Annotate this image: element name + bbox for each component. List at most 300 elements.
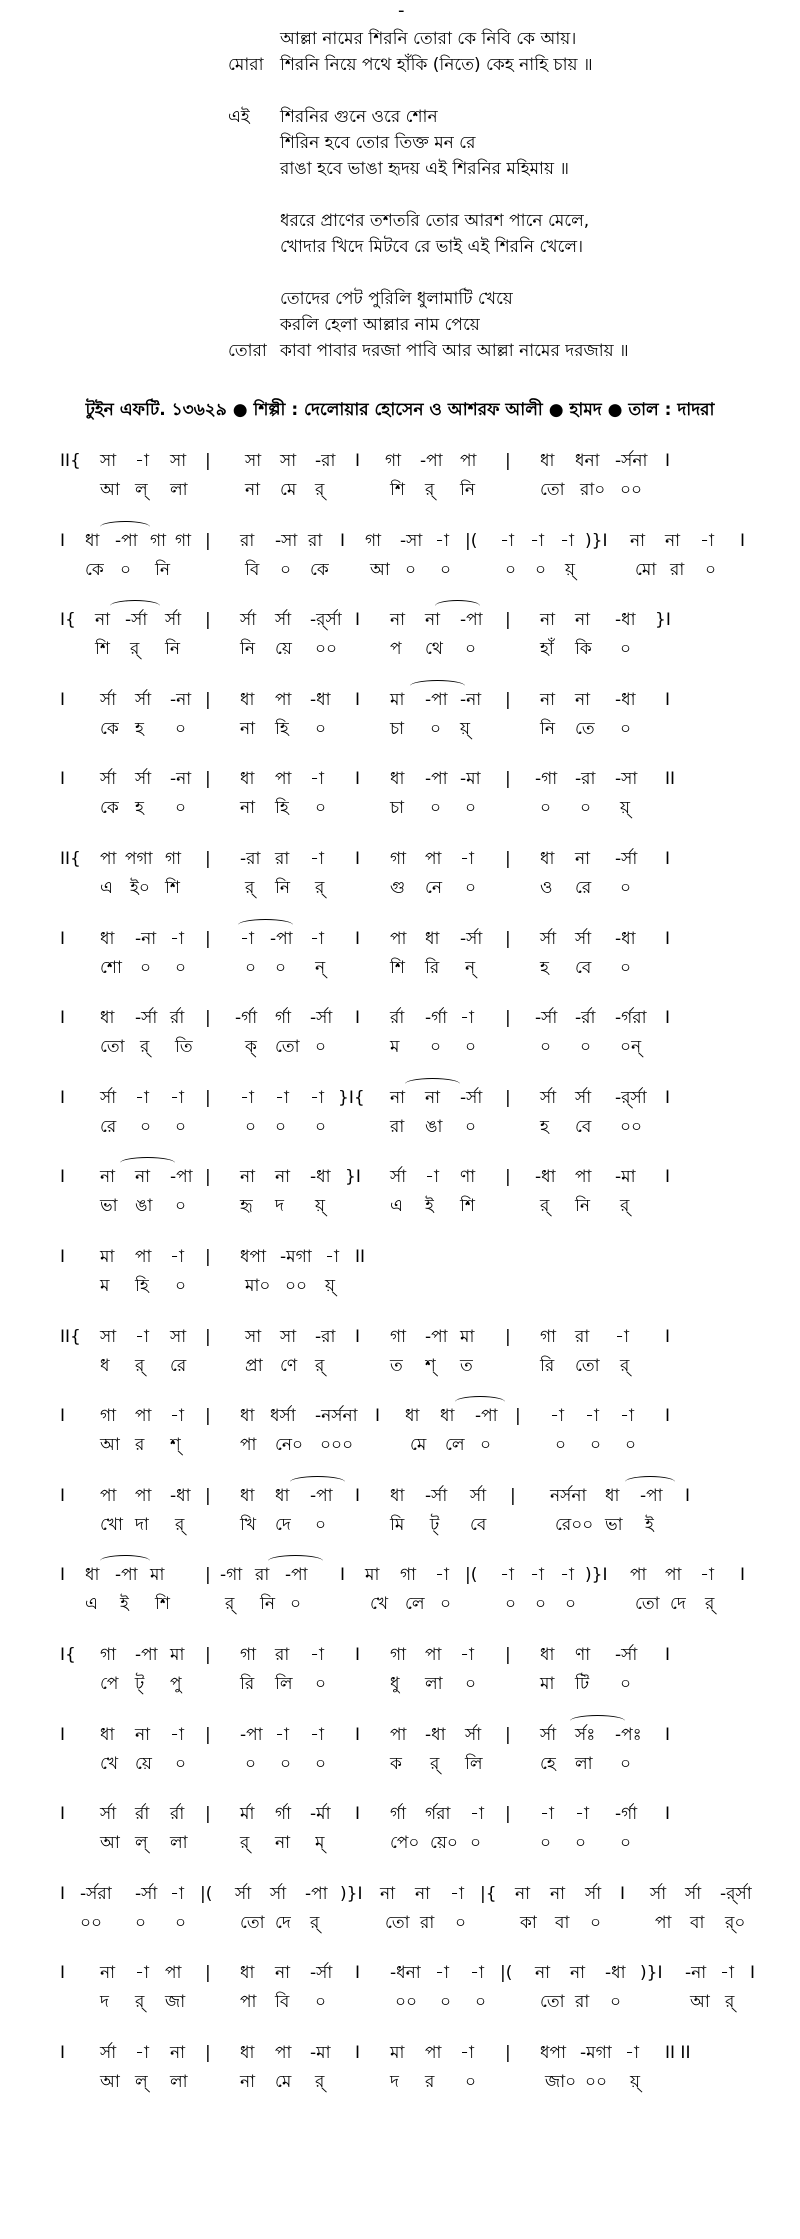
swara-cell: গা xyxy=(100,1406,117,1426)
syllable-cell: রা xyxy=(575,1992,590,2012)
syllable-cell: দ xyxy=(275,1196,284,1216)
swara-cell: সা xyxy=(245,451,262,471)
swara-cell: না xyxy=(570,1963,586,1983)
swara-cell: II xyxy=(665,769,676,789)
syllable-cell: মে xyxy=(280,480,297,500)
swara-cell: )}I xyxy=(585,1565,608,1585)
syllable-cell: ০ xyxy=(120,560,132,580)
swara-cell: | xyxy=(505,769,511,789)
syllable-cell: ০ xyxy=(175,1117,187,1137)
syllable-cell: ০০ xyxy=(315,639,338,659)
syllable-cell: র্ xyxy=(540,1196,550,1216)
syllable-cell: আ xyxy=(690,1992,710,2012)
syllable-line xyxy=(60,2068,750,2096)
swara-cell: পা xyxy=(425,849,442,869)
syllable-cell: আ xyxy=(100,480,120,500)
swara-cell: | xyxy=(205,1406,211,1426)
swara-cell: ধা xyxy=(425,929,440,949)
swara-cell: র্সা xyxy=(100,2043,117,2063)
swara-cell: না xyxy=(275,1167,291,1187)
swara-cell: না xyxy=(415,1884,431,1904)
syllable-cell: ০ xyxy=(505,1594,517,1614)
syllable-cell: আ xyxy=(100,1435,120,1455)
swara-line xyxy=(60,1800,750,1828)
swara-cell: র্সঃ xyxy=(575,1725,596,1745)
swara-line xyxy=(60,1482,750,1510)
syllable-cell: পে xyxy=(100,1674,119,1694)
swara-cell: -রা xyxy=(575,769,596,789)
syllable-cell: য়্ xyxy=(460,719,471,739)
swara-cell: -র্সা xyxy=(310,1008,333,1028)
syllable-cell: টি xyxy=(575,1674,590,1694)
swara-cell: -পা xyxy=(115,1565,138,1585)
syllable-cell: ০ xyxy=(175,1196,187,1216)
swara-cell: |( xyxy=(500,1963,513,1983)
syllable-cell: তো xyxy=(240,1913,265,1933)
swara-cell: -পা xyxy=(420,451,443,471)
swara-cell: -া xyxy=(460,1645,474,1665)
swara-cell: | xyxy=(505,610,511,630)
syllable-cell: হি xyxy=(275,719,289,739)
lyric-text: শিরনি নিয়ে পথে হাঁকি (নিতে) কেহ নাহি চায় ॥ xyxy=(280,55,593,75)
syllable-cell: য়্ xyxy=(620,798,631,818)
syllable-cell: তো xyxy=(275,1037,300,1057)
syllable-cell: শ্ xyxy=(425,1356,436,1376)
syllable-cell: মি xyxy=(390,1515,405,1535)
syllable-cell: ০ xyxy=(590,1435,602,1455)
syllable-cell: ও xyxy=(540,878,553,898)
syllable-line xyxy=(60,1033,750,1061)
swara-cell: গা xyxy=(240,1645,257,1665)
syllable-cell: মা xyxy=(540,1674,555,1694)
syllable-cell: ০০ xyxy=(585,2072,608,2092)
syllable-cell: বি xyxy=(245,560,260,580)
swara-cell: | xyxy=(515,1406,521,1426)
syllable-cell: মা০ xyxy=(245,1276,271,1296)
swara-cell: II{ xyxy=(60,1327,81,1347)
syllable-cell: ০ xyxy=(580,798,592,818)
syllable-cell: হৃ xyxy=(240,1196,253,1216)
syllable-cell: র্ xyxy=(705,1594,715,1614)
syllable-cell: কা xyxy=(520,1913,537,1933)
syllable-cell: জা xyxy=(165,1992,186,2012)
swara-cell: | xyxy=(505,1008,511,1028)
slur-mark xyxy=(120,1157,175,1169)
swara-line xyxy=(60,1641,750,1669)
swara-cell: -ধা xyxy=(425,1725,446,1745)
lyric-text: কাবা পাবার দরজা পাবি আর আল্লা নামের দরজায় ॥ xyxy=(280,341,629,361)
swara-cell: -পা xyxy=(115,531,138,551)
swara-cell: I xyxy=(375,1406,381,1426)
syllable-cell: কে xyxy=(100,719,119,739)
swara-cell: -পা xyxy=(270,929,293,949)
swara-cell: -া xyxy=(620,1406,634,1426)
swara-cell: না xyxy=(515,1884,531,1904)
syllable-line xyxy=(60,1272,750,1300)
swara-cell: I xyxy=(60,1725,66,1745)
syllable-cell: য়্ xyxy=(565,560,576,580)
syllable-cell: ০ xyxy=(540,798,552,818)
swara-cell: | xyxy=(205,451,211,471)
lyric-text: করলি হেলা আল্লার নাম পেয়ে xyxy=(280,315,480,335)
swara-cell: গা xyxy=(175,531,192,551)
syllable-cell: র্ xyxy=(135,1992,145,2012)
syllable-cell: ০ xyxy=(430,719,442,739)
swara-cell: র্সা xyxy=(540,1088,557,1108)
syllable-cell: হি xyxy=(275,798,289,818)
swara-cell: সা xyxy=(280,1327,297,1347)
swara-cell: ণা xyxy=(575,1645,591,1665)
swara-cell: -মগা xyxy=(580,2043,612,2063)
swara-cell: I xyxy=(665,1167,671,1187)
syllable-cell: না xyxy=(240,719,256,739)
swara-cell: ধা xyxy=(275,1486,290,1506)
swara-cell: -র্সা xyxy=(460,929,483,949)
swara-cell: -া xyxy=(310,1645,324,1665)
syllable-cell: ত xyxy=(390,1356,403,1376)
syllable-cell: র্০ xyxy=(725,1913,746,1933)
swara-cell: সা xyxy=(245,1327,262,1347)
swara-cell: র্সা xyxy=(100,1088,117,1108)
swara-cell: |( xyxy=(200,1884,213,1904)
syllable-cell: র্ xyxy=(315,1356,325,1376)
swara-cell: ধা xyxy=(85,531,100,551)
swara-cell: ধা xyxy=(240,2043,255,2063)
lyric-line xyxy=(228,26,748,52)
swara-cell: না xyxy=(380,1884,396,1904)
swara-cell: র্সা xyxy=(685,1884,702,1904)
lyric-text: শিরিন হবে তোর তিক্ত মন রে xyxy=(280,133,476,153)
swara-cell: I xyxy=(355,1725,361,1745)
syllable-cell: ০ন্ xyxy=(620,1037,642,1057)
swara-cell: I xyxy=(665,1725,671,1745)
swara-cell: সা xyxy=(100,451,117,471)
swara-cell: I xyxy=(60,2043,66,2063)
swara-cell: -মগা xyxy=(280,1247,312,1267)
syllable-cell: শি xyxy=(390,958,405,978)
swara-cell: -গা xyxy=(220,1565,243,1585)
syllable-cell: নি xyxy=(275,878,291,898)
syllable-cell: র xyxy=(425,2072,435,2092)
swara-cell: -ধা xyxy=(615,610,636,630)
swara-cell: | xyxy=(205,1008,211,1028)
swara-cell: র্সা xyxy=(585,1884,602,1904)
swara-cell: ধা xyxy=(390,1486,405,1506)
lyric-lead-word: মোরা xyxy=(228,55,264,75)
swara-cell: পা xyxy=(630,1565,647,1585)
syllable-cell: ন্ xyxy=(465,958,476,978)
swara-cell: -া xyxy=(170,1406,184,1426)
syllable-cell: হে xyxy=(540,1754,556,1774)
swara-cell: I xyxy=(340,531,346,551)
swara-cell: র্রা xyxy=(170,1008,185,1028)
swara-cell: ধা xyxy=(85,1565,100,1585)
swara-cell: -সা xyxy=(615,769,638,789)
swara-cell: ধনা xyxy=(575,451,600,471)
syllable-cell: ই xyxy=(120,1594,129,1614)
swara-cell: I xyxy=(355,610,361,630)
swara-cell: II xyxy=(355,1247,366,1267)
syllable-cell: ০ xyxy=(440,560,452,580)
syllable-cell: শি xyxy=(155,1594,170,1614)
swara-cell: -া xyxy=(135,1963,149,1983)
swara-cell: -া xyxy=(310,1088,324,1108)
swara-cell: I xyxy=(665,1327,671,1347)
swara-cell: ধা xyxy=(240,1963,255,1983)
swara-cell: }I{ xyxy=(338,1088,365,1108)
syllable-cell: দে xyxy=(670,1594,686,1614)
swara-cell: -ধা xyxy=(605,1963,626,1983)
syllable-cell: বে xyxy=(575,958,592,978)
swara-cell: ধর্সা xyxy=(270,1406,296,1426)
swara-cell: না xyxy=(275,1963,291,1983)
syllable-cell: ০ xyxy=(315,719,327,739)
syllable-cell: ০ xyxy=(275,1117,287,1137)
swara-cell: র্রা xyxy=(170,1804,185,1824)
swara-cell: -া xyxy=(550,1406,564,1426)
syllable-cell: আ xyxy=(100,2072,120,2092)
syllable-cell: র্ xyxy=(130,639,140,659)
swara-cell: | xyxy=(205,610,211,630)
syllable-cell: ০ xyxy=(405,560,417,580)
swara-cell: -া xyxy=(170,1725,184,1745)
syllable-cell: ম xyxy=(100,1276,110,1296)
swara-cell: I xyxy=(355,1804,361,1824)
swara-cell: -রা xyxy=(240,849,261,869)
syllable-cell: মে xyxy=(410,1435,427,1455)
swara-cell: I xyxy=(665,1088,671,1108)
swara-cell: I xyxy=(665,1406,671,1426)
swara-cell: র্সা xyxy=(100,690,117,710)
swara-cell: I xyxy=(60,769,66,789)
swara-cell: না xyxy=(550,1884,566,1904)
syllable-cell: মো xyxy=(635,560,657,580)
syllable-cell: ই xyxy=(425,1196,434,1216)
slur-mark xyxy=(410,680,465,692)
swara-cell: I xyxy=(60,1884,66,1904)
syllable-cell: ই০ xyxy=(130,878,150,898)
syllable-cell: রে০০ xyxy=(555,1515,594,1535)
swara-cell: I xyxy=(355,451,361,471)
swara-cell: -ধনা xyxy=(390,1963,421,1983)
swara-cell: I xyxy=(740,531,746,551)
swara-cell: পা xyxy=(390,929,407,949)
swara-cell: ধা xyxy=(240,769,255,789)
swara-cell: র্গরা xyxy=(425,1804,451,1824)
swara-cell: -া xyxy=(170,1247,184,1267)
syllable-line xyxy=(60,1192,750,1220)
syllable-cell: ০ xyxy=(465,1117,477,1137)
swara-cell: পা xyxy=(165,1963,182,1983)
swara-cell: -া xyxy=(460,1008,474,1028)
syllable-cell: য়ে xyxy=(275,639,292,659)
syllable-cell: ০ xyxy=(575,1833,587,1853)
syllable-cell: রে xyxy=(100,1117,117,1137)
swara-cell: )}I xyxy=(585,531,608,551)
slur-mark xyxy=(110,600,160,612)
syllable-cell: ০ xyxy=(465,2072,477,2092)
swara-cell: I xyxy=(60,1804,66,1824)
swara-cell: -া xyxy=(310,769,324,789)
swara-cell: -না xyxy=(685,1963,707,1983)
swara-cell: | xyxy=(205,1963,211,1983)
lyric-line xyxy=(228,208,748,234)
syllable-line xyxy=(60,1113,750,1141)
swara-cell: ধা xyxy=(405,1406,420,1426)
syllable-cell: রা xyxy=(670,560,685,580)
swara-cell: -র্র্সা xyxy=(615,1088,647,1108)
syllable-cell: শ্ xyxy=(170,1435,181,1455)
swara-cell: I xyxy=(355,1645,361,1665)
syllable-cell: র্ xyxy=(315,480,325,500)
syllable-cell: লা xyxy=(425,1674,443,1694)
swara-cell: -গা xyxy=(535,769,558,789)
syllable-cell: ০ xyxy=(315,798,327,818)
syllable-cell: ০ xyxy=(245,1117,257,1137)
syllable-cell: ০ xyxy=(440,1992,452,2012)
syllable-cell: শি xyxy=(460,1196,475,1216)
swara-cell: -পা xyxy=(310,1486,333,1506)
syllable-cell: রা০ xyxy=(580,480,606,500)
swara-cell: পা xyxy=(135,1406,152,1426)
swara-cell: ধা xyxy=(100,1725,115,1745)
swara-cell: না xyxy=(170,2043,186,2063)
syllable-cell: ০ xyxy=(475,1992,487,2012)
swara-cell: -া xyxy=(625,2043,639,2063)
swara-cell: }I xyxy=(655,610,671,630)
swara-cell: -র্গা xyxy=(235,1008,258,1028)
syllable-cell: তো xyxy=(575,1356,600,1376)
swara-cell: না xyxy=(575,690,591,710)
swara-cell: গা xyxy=(390,849,407,869)
swara-cell: I xyxy=(685,1486,691,1506)
syllable-cell: ০ xyxy=(535,1594,547,1614)
swara-cell: | xyxy=(205,690,211,710)
syllable-line xyxy=(60,1511,750,1539)
syllable-cell: র্ xyxy=(245,878,255,898)
slur-mark xyxy=(405,1078,460,1090)
swara-cell: পা xyxy=(575,1167,592,1187)
syllable-cell: বে xyxy=(470,1515,487,1535)
swara-cell: I xyxy=(355,769,361,789)
syllable-cell: ০ xyxy=(480,1435,492,1455)
swara-cell: -া xyxy=(540,1804,554,1824)
syllable-line xyxy=(60,794,750,822)
swara-cell: -া xyxy=(170,1088,184,1108)
syllable-cell: ০ xyxy=(315,1037,327,1057)
swara-cell: -া xyxy=(310,849,324,869)
syllable-cell: র্ xyxy=(135,1356,145,1376)
swara-cell: -র্র্সা xyxy=(720,1884,752,1904)
syllable-line xyxy=(60,1670,750,1698)
slur-mark xyxy=(570,1715,625,1727)
syllable-cell: ত xyxy=(460,1356,473,1376)
lyric-lead-word: তোরা xyxy=(228,341,267,361)
syllable-cell: ০ xyxy=(555,1435,567,1455)
syllable-cell: ০ xyxy=(175,719,187,739)
swara-cell: | xyxy=(505,1088,511,1108)
swara-cell: মা xyxy=(150,1565,165,1585)
swara-cell: ধা xyxy=(100,1008,115,1028)
syllable-cell: শো xyxy=(100,958,122,978)
swara-cell: -মা xyxy=(460,769,481,789)
swara-cell: র্সা xyxy=(165,610,182,630)
swara-cell: ণা xyxy=(460,1167,476,1187)
syllable-cell: তো xyxy=(635,1594,660,1614)
swara-cell: I xyxy=(740,1565,746,1585)
swara-cell: -র্র্সা xyxy=(310,610,342,630)
syllable-cell: খে xyxy=(100,1754,119,1774)
swara-cell: গা xyxy=(390,1327,407,1347)
syllable-cell: র্ xyxy=(315,878,325,898)
syllable-cell: আ xyxy=(100,1833,120,1853)
syllable-cell: মে xyxy=(275,2072,292,2092)
swara-cell: | xyxy=(505,1804,511,1824)
syllable-cell: ০ xyxy=(455,1913,467,1933)
syllable-cell: ০০ xyxy=(395,1992,418,2012)
swara-cell: -ধা xyxy=(170,1486,191,1506)
swara-cell: না xyxy=(575,610,591,630)
syllable-cell: রা xyxy=(420,1913,435,1933)
swara-cell: রা xyxy=(308,531,323,551)
syllable-cell: দে xyxy=(275,1913,291,1933)
swara-cell: র্সা xyxy=(135,769,152,789)
swara-cell: -পা xyxy=(425,769,448,789)
swara-line xyxy=(60,447,750,475)
swara-cell: I xyxy=(60,1088,66,1108)
syllable-cell: কে xyxy=(85,560,104,580)
syllable-cell: ০ xyxy=(465,639,477,659)
syllable-cell: নি xyxy=(155,560,171,580)
lyric-line xyxy=(228,156,748,182)
syllable-cell: ০ xyxy=(465,878,477,898)
swara-cell: না xyxy=(135,1167,151,1187)
lyric-line xyxy=(228,286,748,312)
syllable-cell: ০ xyxy=(590,1913,602,1933)
syllable-cell: নি xyxy=(165,639,181,659)
swara-cell: না xyxy=(95,610,111,630)
syllable-cell: রি xyxy=(425,958,440,978)
swara-line xyxy=(60,1880,750,1908)
syllable-line xyxy=(60,1988,750,2016)
syllable-cell: র্ xyxy=(310,1913,320,1933)
swara-cell: | xyxy=(505,849,511,869)
syllable-cell: খে xyxy=(370,1594,389,1614)
syllable-cell: ল্ xyxy=(135,1833,148,1853)
swara-line xyxy=(60,1163,750,1191)
swara-cell: পগা xyxy=(125,849,153,869)
syllable-cell: খি xyxy=(240,1515,257,1535)
swara-cell: I xyxy=(60,1486,66,1506)
swara-cell: মা xyxy=(100,1247,115,1267)
slur-mark xyxy=(455,1396,505,1408)
swara-cell: না xyxy=(390,1088,406,1108)
swara-cell: I xyxy=(665,1008,671,1028)
swara-cell: -া xyxy=(135,451,149,471)
swara-cell: -া xyxy=(470,1804,484,1824)
syllable-cell: তো xyxy=(540,1992,565,2012)
swara-cell: -র্সা xyxy=(425,1486,448,1506)
swara-cell: I{ xyxy=(60,1645,76,1665)
swara-cell: | xyxy=(505,451,511,471)
swara-cell: -র্সনা xyxy=(615,451,648,471)
swara-line xyxy=(60,1323,750,1351)
swara-cell: | xyxy=(510,1486,516,1506)
swara-cell: না xyxy=(665,531,681,551)
swara-cell: -পা xyxy=(170,1167,193,1187)
swara-cell: পা xyxy=(135,1247,152,1267)
swara-cell: | xyxy=(205,1645,211,1665)
